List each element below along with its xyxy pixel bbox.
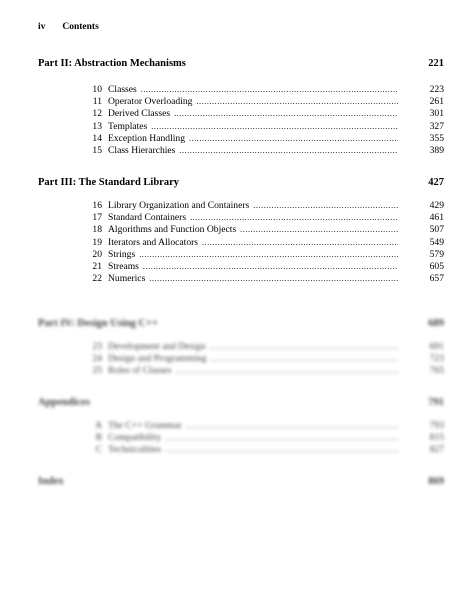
dot-leader xyxy=(165,432,398,444)
chapter-number: A xyxy=(95,420,102,431)
chapter-page: 793 xyxy=(429,420,444,431)
dot-leader xyxy=(202,237,398,249)
chapter-number: 10 xyxy=(92,84,102,95)
chapter-page: 429 xyxy=(429,200,444,211)
chapter-page: 605 xyxy=(429,260,444,272)
chapter-title: Class Hierarchies xyxy=(108,144,176,156)
chapter-title: Numerics xyxy=(108,273,146,285)
part-title: Part IV: Design Using C++ xyxy=(38,318,159,329)
dot-leader xyxy=(143,261,398,273)
chapter-title: Classes xyxy=(108,84,137,95)
part-title: Appendices xyxy=(38,397,90,408)
dot-leader xyxy=(141,84,398,96)
chapter-number: 13 xyxy=(92,120,102,132)
chapter-title: Standard Containers xyxy=(108,212,187,224)
chapter-number: 24 xyxy=(92,353,102,365)
chapter-page: 723 xyxy=(429,353,444,365)
toc-entry xyxy=(80,224,444,236)
dot-leader xyxy=(189,133,398,145)
chapter-title: Operator Overloading xyxy=(108,96,193,108)
chapter-page: 223 xyxy=(429,84,444,95)
toc-entry xyxy=(80,200,444,212)
chapter-page: 815 xyxy=(429,432,444,444)
chapter-page: 301 xyxy=(429,108,444,120)
chapter-page: 507 xyxy=(429,224,444,236)
dot-leader xyxy=(210,341,398,353)
chapter-number: 16 xyxy=(92,200,102,211)
part-title: Part II: Abstraction Mechanisms xyxy=(38,58,186,69)
dot-leader xyxy=(174,108,398,120)
chapter-title: Technicalities xyxy=(108,444,162,456)
chapter-number: 20 xyxy=(92,248,102,260)
chapter-number: 15 xyxy=(92,144,102,156)
chapter-title: Iterators and Allocators xyxy=(108,236,199,248)
chapter-title: Templates xyxy=(108,120,148,132)
toc-entry xyxy=(80,237,444,249)
chapter-title: Design and Programming xyxy=(108,353,207,365)
part-title: Part III: The Standard Library xyxy=(38,177,179,188)
chapter-number: 22 xyxy=(92,273,102,285)
chapter-number: 25 xyxy=(92,365,102,377)
chapter-page: 389 xyxy=(429,144,444,156)
dot-leader xyxy=(240,224,398,236)
chapter-title: Exception Handling xyxy=(108,132,185,144)
chapter-list xyxy=(80,420,444,457)
chapter-page: 827 xyxy=(429,444,444,456)
toc-entry xyxy=(80,420,444,432)
chapter-number: 12 xyxy=(92,108,102,120)
header-title: Contents xyxy=(62,22,99,32)
toc-entry xyxy=(80,96,444,108)
chapter-title: Algorithms and Function Objects xyxy=(108,224,237,236)
chapter-page: 549 xyxy=(429,236,444,248)
dot-leader xyxy=(190,212,398,224)
chapter-number: 18 xyxy=(92,224,102,236)
chapter-title: Streams xyxy=(108,260,139,272)
part-title: Index xyxy=(38,476,64,487)
chapter-page: 355 xyxy=(429,132,444,144)
part-page: 221 xyxy=(428,58,444,69)
part-page: 791 xyxy=(428,397,444,408)
chapter-number: 11 xyxy=(92,96,102,108)
chapter-title: Library Organization and Containers xyxy=(108,200,250,211)
chapter-number: C xyxy=(95,444,102,456)
part-heading xyxy=(38,476,444,487)
chapter-number: 17 xyxy=(92,212,102,224)
part-heading xyxy=(38,58,444,69)
chapter-page: 579 xyxy=(429,248,444,260)
chapter-number: 23 xyxy=(92,341,102,352)
chapter-page: 691 xyxy=(429,341,444,352)
chapter-title: Strings xyxy=(108,248,136,260)
toc-entry xyxy=(80,444,444,456)
dot-leader xyxy=(175,365,398,377)
part-page: 427 xyxy=(428,177,444,188)
toc-entry xyxy=(80,273,444,285)
page-numeral: iv xyxy=(38,22,46,32)
chapter-title: The C++ Grammar xyxy=(108,420,182,431)
chapter-number: 14 xyxy=(92,132,102,144)
chapter-number: 19 xyxy=(92,236,102,248)
toc-entry xyxy=(80,133,444,145)
chapter-page: 657 xyxy=(429,273,444,285)
toc-entry xyxy=(80,212,444,224)
part-heading xyxy=(38,318,444,329)
dot-leader xyxy=(139,249,398,261)
toc-entry xyxy=(80,145,444,157)
chapter-number: 21 xyxy=(92,260,102,272)
chapter-title: Roles of Classes xyxy=(108,365,172,377)
toc-entry xyxy=(80,84,444,96)
toc-entry xyxy=(80,261,444,273)
dot-leader xyxy=(179,145,398,157)
toc-entry xyxy=(80,121,444,133)
dot-leader xyxy=(196,96,398,108)
part-heading xyxy=(38,177,444,188)
chapter-list xyxy=(80,341,444,378)
dot-leader xyxy=(186,420,398,432)
chapter-page: 327 xyxy=(429,120,444,132)
chapter-title: Derived Classes xyxy=(108,108,171,120)
chapter-title: Compatibility xyxy=(108,432,162,444)
chapter-list xyxy=(80,84,444,157)
running-header xyxy=(38,22,99,32)
toc-entry xyxy=(80,249,444,261)
chapter-page: 461 xyxy=(429,212,444,224)
dot-leader xyxy=(165,444,398,456)
dot-leader xyxy=(211,353,398,365)
part-page: 689 xyxy=(428,318,444,329)
toc-entry xyxy=(80,108,444,120)
chapter-list xyxy=(80,200,444,285)
chapter-page: 261 xyxy=(429,96,444,108)
chapter-page: 765 xyxy=(429,365,444,377)
toc-entry xyxy=(80,341,444,353)
toc-entry xyxy=(80,353,444,365)
toc-entry xyxy=(80,365,444,377)
dot-leader xyxy=(149,273,398,285)
dot-leader xyxy=(151,121,398,133)
dot-leader xyxy=(253,200,398,212)
chapter-number: B xyxy=(95,432,102,444)
chapter-title: Development and Design xyxy=(108,341,206,352)
toc-entry xyxy=(80,432,444,444)
part-page: 869 xyxy=(428,476,444,487)
part-heading xyxy=(38,397,444,408)
